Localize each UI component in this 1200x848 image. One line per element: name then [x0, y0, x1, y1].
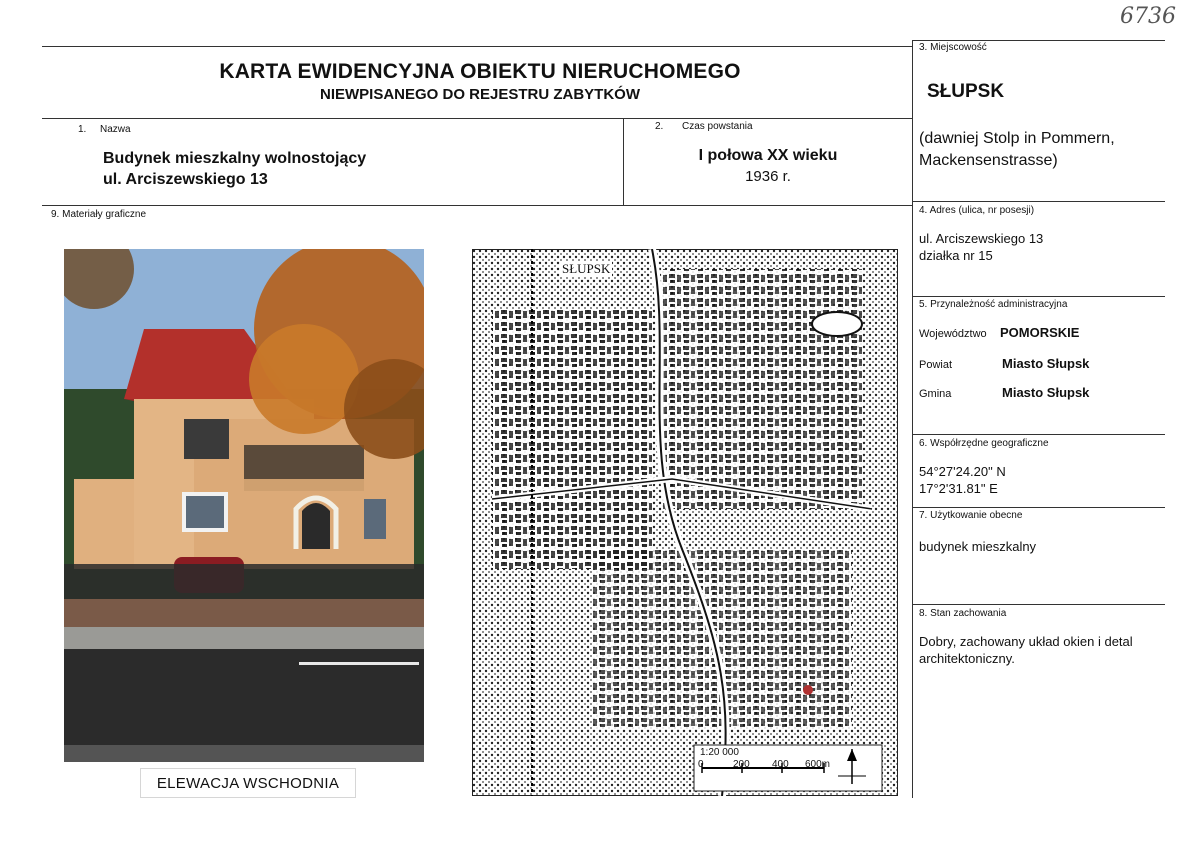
top-rule: [42, 46, 912, 47]
rule-field5: [912, 296, 1165, 297]
admin-key-voivodeship: Województwo: [919, 328, 987, 340]
name-row-bottom-rule: [42, 205, 912, 206]
latitude: 54°27'24.20" N: [919, 464, 1006, 479]
longitude: 17°2'31.81" E: [919, 481, 998, 496]
map-city-label: SŁUPSK: [562, 261, 611, 276]
object-street: ul. Arciszewskiego 13: [103, 171, 268, 188]
field5-label: 5. Przynależność administracyjna: [919, 299, 1068, 310]
field3-label: 3. Miejscowość: [919, 42, 987, 53]
field9-label: 9. Materiały graficzne: [51, 209, 147, 220]
field7-label: 7. Użytkowanie obecne: [919, 510, 1023, 521]
location-map: [472, 249, 898, 796]
current-use: budynek mieszkalny: [919, 539, 1037, 554]
map-scale-tick-200: 200: [733, 759, 750, 770]
locality-value: SŁUPSK: [927, 81, 1005, 102]
handwritten-number: 6736: [1120, 4, 1176, 29]
document-subtitle: NIEWPISANEGO DO REJESTRU ZABYTKÓW: [319, 86, 641, 103]
header-bottom-rule: [42, 118, 912, 119]
admin-key-commune: Gmina: [919, 388, 952, 400]
right-column-divider: [912, 40, 913, 798]
map-scale-tick-600: 600m: [805, 759, 831, 770]
admin-key-county: Powiat: [919, 359, 953, 371]
condition-line1: Dobry, zachowany układ okien i detal: [919, 634, 1133, 649]
map-scale-tick-0: 0: [698, 759, 704, 770]
map-scale-tick-400: 400: [772, 759, 789, 770]
field8-label: 8. Stan zachowania: [919, 608, 1007, 619]
object-name: Budynek mieszkalny wolnostojący: [103, 150, 367, 167]
rule-field6: [912, 434, 1165, 435]
field1-label: Nazwa: [100, 124, 131, 135]
document-title: KARTA EWIDENCYJNA OBIEKTU NIERUCHOMEGO: [219, 60, 741, 83]
construction-period: I połowa XX wieku: [698, 147, 838, 164]
locality-former-name: (dawniej Stolp in Pommern,: [919, 130, 1115, 147]
admin-value-county: Miasto Słupsk: [1002, 356, 1090, 371]
rule-field7: [912, 507, 1165, 508]
field1-number: 1.: [78, 124, 87, 135]
field6-label: 6. Współrzędne geograficzne: [919, 438, 1049, 449]
building-photo: [64, 249, 424, 762]
admin-value-commune: Miasto Słupsk: [1002, 385, 1090, 400]
rule-field8: [912, 604, 1165, 605]
locality-former-street: Mackensenstrasse): [919, 152, 1058, 169]
map-scale-ratio: 1:20 000: [700, 747, 739, 758]
address-street: ul. Arciszewskiego 13: [919, 231, 1044, 246]
field2-label: Czas powstania: [682, 121, 753, 132]
admin-value-voivodeship: POMORSKIE: [1000, 325, 1080, 340]
top-rule-right: [912, 40, 1165, 41]
address-plot: działka nr 15: [919, 248, 993, 263]
field2-number: 2.: [655, 121, 664, 132]
construction-year: 1936 r.: [745, 168, 791, 185]
field4-label: 4. Adres (ulica, nr posesji): [919, 205, 1035, 216]
rule-field4: [912, 201, 1165, 202]
condition-line2: architektoniczny.: [919, 651, 1015, 666]
photo-caption: ELEWACJA WSCHODNIA: [140, 768, 356, 798]
